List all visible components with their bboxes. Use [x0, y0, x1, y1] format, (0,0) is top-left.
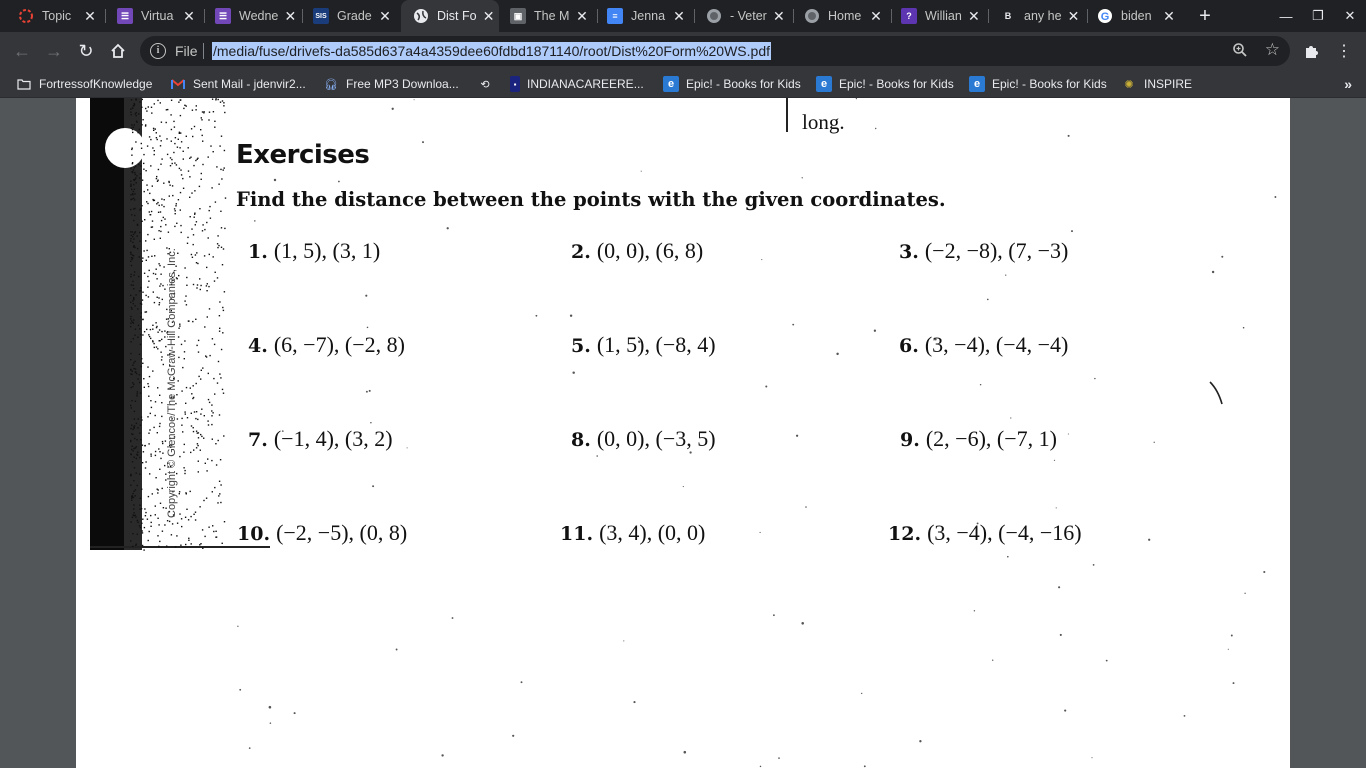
tab-virtual[interactable] [99, 0, 205, 32]
tab-title: Wedne [239, 9, 279, 23]
exercise-4 [248, 332, 405, 358]
exercise-10 [237, 520, 407, 546]
exercise-points: (1, 5), (−8, 4) [596, 332, 716, 357]
tab-title: biden [1121, 9, 1152, 23]
history-icon: ⟲ [480, 78, 490, 91]
reload-icon[interactable]: ↻ [78, 40, 94, 61]
new-tab-button[interactable]: + [1199, 5, 1211, 27]
exercise-number: 1. [248, 241, 268, 263]
seal-icon [706, 8, 722, 24]
exercise-number: 2. [571, 241, 591, 263]
exercise-points: (3, −4), (−4, −16) [927, 520, 1082, 545]
epic-icon: e [663, 76, 679, 92]
tab-dist-form[interactable] [401, 0, 499, 32]
tab-strip [0, 0, 1366, 32]
url-text[interactable]: /media/fuse/drivefs-da585d637a4a4359dee60fdbd1871140/root/Dist%20Form%20WS.pdf [213, 43, 770, 59]
pdf-page[interactable] [76, 98, 1290, 768]
exercise-points: (0, 0), (6, 8) [596, 238, 704, 263]
toolbar [0, 32, 1366, 70]
exercise-points: (2, −6), (−7, 1) [925, 426, 1057, 451]
tab-title: Jenna [631, 9, 666, 23]
instructions: Find the distance between the points with the given coordinates. [236, 188, 946, 211]
career-icon: ▪ [510, 76, 520, 92]
bookmark-free-mp3[interactable] [323, 75, 459, 93]
tab-any-help[interactable] [982, 0, 1088, 32]
tab-grades[interactable] [295, 0, 401, 32]
epic-icon: e [969, 76, 985, 92]
tab-title: Home [828, 9, 862, 23]
minimize-icon[interactable]: — [1279, 8, 1293, 24]
exercise-2 [571, 238, 703, 264]
bookmark-epic-3[interactable] [969, 75, 1107, 93]
close-window-icon[interactable]: ✕ [1344, 8, 1356, 23]
tab-title: Grade [337, 9, 372, 23]
exercise-points: (3, 4), (0, 0) [599, 520, 706, 545]
exercise-number: 5. [571, 335, 591, 357]
tab-title: Dist Fo [437, 9, 477, 23]
bookmark-label: FortressofKnowledge [39, 77, 153, 91]
tab-jenna[interactable] [589, 0, 695, 32]
google-icon [1097, 8, 1113, 24]
tab-topic[interactable] [0, 0, 106, 32]
exercise-3 [899, 238, 1068, 264]
globe-icon [413, 8, 429, 24]
close-icon[interactable]: ✕ [284, 7, 297, 24]
exercise-points: (1, 5), (3, 1) [273, 238, 381, 263]
tab-title: Virtua [141, 9, 174, 23]
star-icon[interactable]: ☆ [1264, 40, 1280, 59]
more-bookmarks-icon[interactable]: » [1344, 76, 1352, 92]
exercise-12 [888, 520, 1082, 546]
close-icon[interactable]: ✕ [1163, 7, 1175, 24]
exercise-number: 6. [899, 335, 919, 357]
exercise-number: 7. [248, 429, 268, 451]
gmail-icon [170, 76, 186, 92]
exercise-number: 10. [237, 523, 271, 545]
bookmark-label: INDIANACAREERE... [527, 77, 644, 91]
tab-title: Willian [925, 9, 962, 23]
section-title: Exercises [236, 140, 370, 170]
address-bar[interactable] [140, 36, 1290, 66]
exercise-6 [899, 332, 1068, 358]
close-icon[interactable]: ✕ [772, 7, 785, 24]
bookmark-epic-2[interactable] [816, 75, 954, 93]
close-icon[interactable]: ✕ [967, 7, 980, 24]
seal-icon [804, 8, 820, 24]
exercise-number: 12. [888, 523, 922, 545]
ring-icon [18, 8, 34, 24]
pdf-viewer [0, 98, 1366, 768]
menu-kebab-icon[interactable]: ⋮ [1336, 43, 1352, 60]
exercise-11 [560, 520, 705, 546]
exercise-points: (−2, −8), (7, −3) [924, 238, 1069, 263]
bookmark-inspire[interactable] [1121, 75, 1192, 93]
close-icon[interactable]: ✕ [870, 7, 882, 24]
exercise-number: 8. [571, 429, 591, 451]
exercise-number: 3. [899, 241, 919, 263]
bookmark-label: INSPIRE [1144, 77, 1193, 91]
bookmark-label: Epic! - Books for Kids [992, 77, 1107, 91]
close-icon[interactable]: ✕ [84, 7, 96, 24]
previous-section-rule [786, 98, 788, 132]
tab-wednesday[interactable] [197, 0, 303, 32]
exercise-1 [248, 238, 380, 264]
close-icon[interactable]: ✕ [379, 7, 391, 24]
exercise-8 [571, 426, 716, 452]
exercise-7 [248, 426, 393, 452]
headphones-icon: 🎧︎ [324, 78, 338, 91]
tab-title: Topic [42, 9, 72, 23]
bookmark-sent-mail[interactable] [170, 75, 306, 93]
close-icon[interactable]: ✕ [482, 7, 495, 24]
exercise-points: (6, −7), (−2, 8) [273, 332, 405, 357]
scan-binding-edge [90, 98, 230, 550]
inspire-icon: ✺ [1124, 78, 1134, 91]
epic-icon: e [816, 76, 832, 92]
bookmark-label: Sent Mail - jdenvir2... [193, 77, 306, 91]
close-icon[interactable]: ✕ [1067, 7, 1080, 24]
forward-arrow-icon[interactable]: → [45, 40, 63, 61]
exercise-5 [571, 332, 716, 358]
docs-icon: ≡ [607, 8, 623, 24]
close-icon[interactable]: ✕ [183, 7, 195, 24]
exercise-points: (0, 0), (−3, 5) [596, 426, 716, 451]
forms-icon: ☰ [215, 8, 231, 24]
exercise-number: 9. [900, 429, 920, 451]
home-icon[interactable] [105, 38, 131, 64]
bookmark-epic-1[interactable] [663, 75, 801, 93]
close-icon[interactable]: ✕ [576, 7, 588, 24]
info-icon[interactable]: i [150, 43, 166, 59]
exercise-points: (3, −4), (−4, −4) [924, 332, 1069, 357]
tab-the-m[interactable] [492, 0, 598, 32]
bookmark-label: Epic! - Books for Kids [686, 77, 801, 91]
copyright-text: Copyright © Glencoe/The McGraw-Hill Companies, Inc. [166, 248, 178, 518]
tab-title: any he [1024, 9, 1062, 23]
tab-title: - Veter [730, 9, 767, 23]
svg-text:G: G [1100, 11, 1110, 23]
exercise-number: 4. [248, 335, 268, 357]
folder-icon [16, 76, 32, 92]
classroom-icon: ▣ [510, 8, 526, 24]
exercise-points: (−2, −5), (0, 8) [276, 520, 408, 545]
exercise-9 [900, 426, 1057, 452]
restore-icon[interactable]: ❐ [1312, 8, 1324, 23]
exercise-number: 11. [560, 523, 594, 545]
bookmark-label: Free MP3 Downloa... [346, 77, 459, 91]
extensions-icon[interactable] [1298, 38, 1324, 64]
help-icon: ? [901, 8, 917, 24]
tab-home[interactable] [786, 0, 892, 32]
url-scheme: File [175, 43, 198, 59]
close-icon[interactable]: ✕ [673, 7, 685, 24]
sis-icon: SIS [313, 8, 329, 24]
zoom-icon[interactable] [1232, 42, 1248, 62]
exercise-points: (−1, 4), (3, 2) [273, 426, 393, 451]
tab-title: The M [534, 9, 570, 23]
bookmark-label: Epic! - Books for Kids [839, 77, 954, 91]
bookmark-indiana-career[interactable] [510, 75, 644, 93]
forms-icon: ☰ [117, 8, 133, 24]
tab-william[interactable] [883, 0, 989, 32]
previous-section-text: long. [802, 110, 845, 134]
bookmarks-bar [0, 70, 1366, 98]
back-arrow-icon[interactable]: ← [13, 40, 31, 61]
bookmark-fortress[interactable] [16, 75, 152, 93]
tab-biden[interactable] [1079, 0, 1185, 32]
bookmark-history[interactable] [477, 75, 500, 93]
tab-veterans[interactable] [688, 0, 794, 32]
brainly-icon: B [1004, 11, 1012, 21]
